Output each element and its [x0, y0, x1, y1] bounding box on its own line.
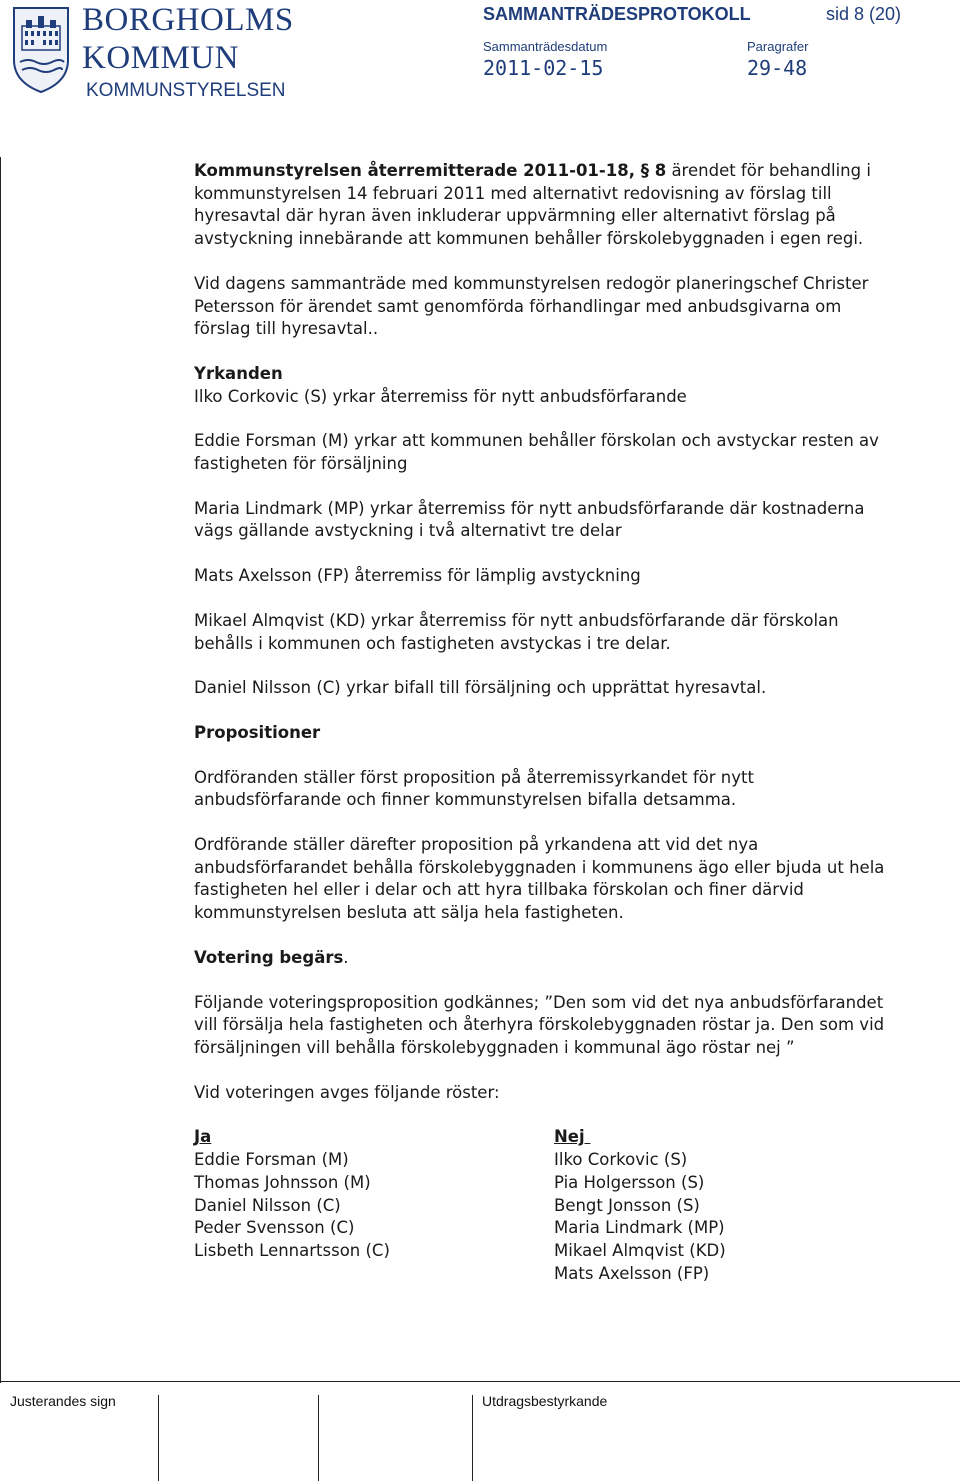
protocol-body — [194, 160, 894, 1285]
signature-label: Justerandes sign — [10, 1393, 116, 1409]
yes-vote: Daniel Nilsson (C) — [194, 1195, 341, 1215]
paragraph-briefing: Vid dagens sammanträde med kommunstyrelsen redogör planeringschef Christer Petersson för ärendet samt genomförda förhandlingar med anbudsgivarna om förslag till hyresavtal.. — [194, 273, 869, 339]
propositions-heading: Propositioner — [194, 722, 321, 742]
motion-item: Eddie Forsman (M) yrkar att kommunen behåller förskolan och avstyckar resten av fastigheten för försäljning — [194, 431, 879, 474]
vote-requested-line — [194, 947, 894, 970]
proposition-item: Ordföranden ställer först proposition på återremissyrkandet för nytt anbudsförfarande och finner kommunstyrelsen bifalla detsamma. — [194, 767, 754, 810]
yes-vote: Lisbeth Lennartsson (C) — [194, 1240, 390, 1260]
no-vote: Mats Axelsson (FP) — [554, 1263, 710, 1283]
footer-rule — [0, 1381, 960, 1382]
extract-certification-label: Utdragsbestyrkande — [482, 1393, 608, 1409]
remittance-text: ärendet för behandling i kommunstyrelsen 14 februari 2011 med alternativt redovisning av förslag till hyresavtal där hyran även inkluderar uppvärmning eller alternativt förslag på avstyckning innebärande att kommunen behåller förskolebyggnaden i egen regi. — [194, 161, 871, 249]
no-vote: Maria Lindmark (MP) — [554, 1218, 725, 1238]
paragraphs-value: 29-48 — [747, 56, 808, 80]
vote-proposition: Följande voteringsproposition godkännes; ”Den som vid det nya anbudsförfarandet vill försälja hela fastigheten och återhyra förskolebyggnaden röstar ja. Den som vid försäljningen vill behålla förskolebyggnaden i kommunal ägo röstar nej ” — [194, 992, 885, 1057]
org-name-line2: KOMMUN — [82, 40, 240, 76]
proposition-item: Ordförande ställer därefter proposition på yrkandena att vid det nya anbudsförfarandet behålla förskolebyggnaden i kommunens ägo eller bjuda ut hela fastigheten hel eller i delar och att hyra tillbaka förskolan och finer därvid kommunstyrelsen besluta att sälja hela fastigheten. — [194, 835, 885, 923]
motion-item: Mats Axelsson (FP) återremiss för lämplig avstyckning — [194, 566, 641, 586]
no-votes-column — [554, 1126, 726, 1285]
signature-box-divider — [472, 1395, 473, 1481]
motion-item: Maria Lindmark (MP) yrkar återremiss för nytt anbudsförfarande där kostnaderna vägs gällande avstyckning i två alternativt tre delar — [194, 498, 865, 541]
no-heading: Nej — [554, 1127, 591, 1147]
vote-columns — [194, 1126, 894, 1285]
remittance-lead: Kommunstyrelsen återremitterade 2011-01-18, § 8 — [194, 161, 667, 180]
yes-vote: Eddie Forsman (M) — [194, 1150, 349, 1170]
motion-item: Ilko Corkovic (S) yrkar återremiss för nytt anbudsförfarande — [194, 386, 687, 406]
votes-intro: Vid voteringen avges följande röster: — [194, 1082, 500, 1102]
yes-votes-column — [194, 1126, 554, 1285]
yes-heading: Ja — [194, 1127, 212, 1147]
no-vote: Bengt Jonsson (S) — [554, 1195, 700, 1215]
vote-requested-tail: . — [343, 947, 349, 967]
org-name-line1: BORGHOLMS — [82, 2, 294, 38]
meeting-date-value: 2011-02-15 — [483, 56, 604, 80]
document-type: SAMMANTRÄDESPROTOKOLL — [483, 4, 751, 24]
page-number: sid 8 (20) — [826, 4, 902, 24]
margin-rule — [0, 157, 1, 1383]
motion-item: Daniel Nilsson (C) yrkar bifall till försäljning och upprättat hyresavtal. — [194, 678, 767, 698]
municipality-crest-logo — [10, 4, 72, 94]
meeting-date-label: Sammanträdesdatum — [483, 39, 608, 54]
yrkanden-heading: Yrkanden — [194, 363, 283, 383]
signature-box-divider — [318, 1395, 319, 1481]
org-unit: KOMMUNSTYRELSEN — [86, 80, 286, 101]
paragraphs-label: Paragrafer — [747, 39, 809, 54]
no-vote: Ilko Corkovic (S) — [554, 1150, 688, 1170]
no-vote: Mikael Almqvist (KD) — [554, 1240, 726, 1260]
yes-vote: Thomas Johnsson (M) — [194, 1172, 371, 1192]
motion-item: Mikael Almqvist (KD) yrkar återremiss för nytt anbudsförfarande där förskolan behålls i kommunen och fastigheten avstyckas i tre delar. — [194, 610, 839, 653]
vote-requested-heading: Votering begärs — [194, 947, 344, 967]
paragraph-remittance — [194, 160, 894, 251]
yes-vote: Peder Svensson (C) — [194, 1218, 355, 1238]
no-vote: Pia Holgersson (S) — [554, 1172, 705, 1192]
signature-box-divider — [158, 1395, 159, 1481]
